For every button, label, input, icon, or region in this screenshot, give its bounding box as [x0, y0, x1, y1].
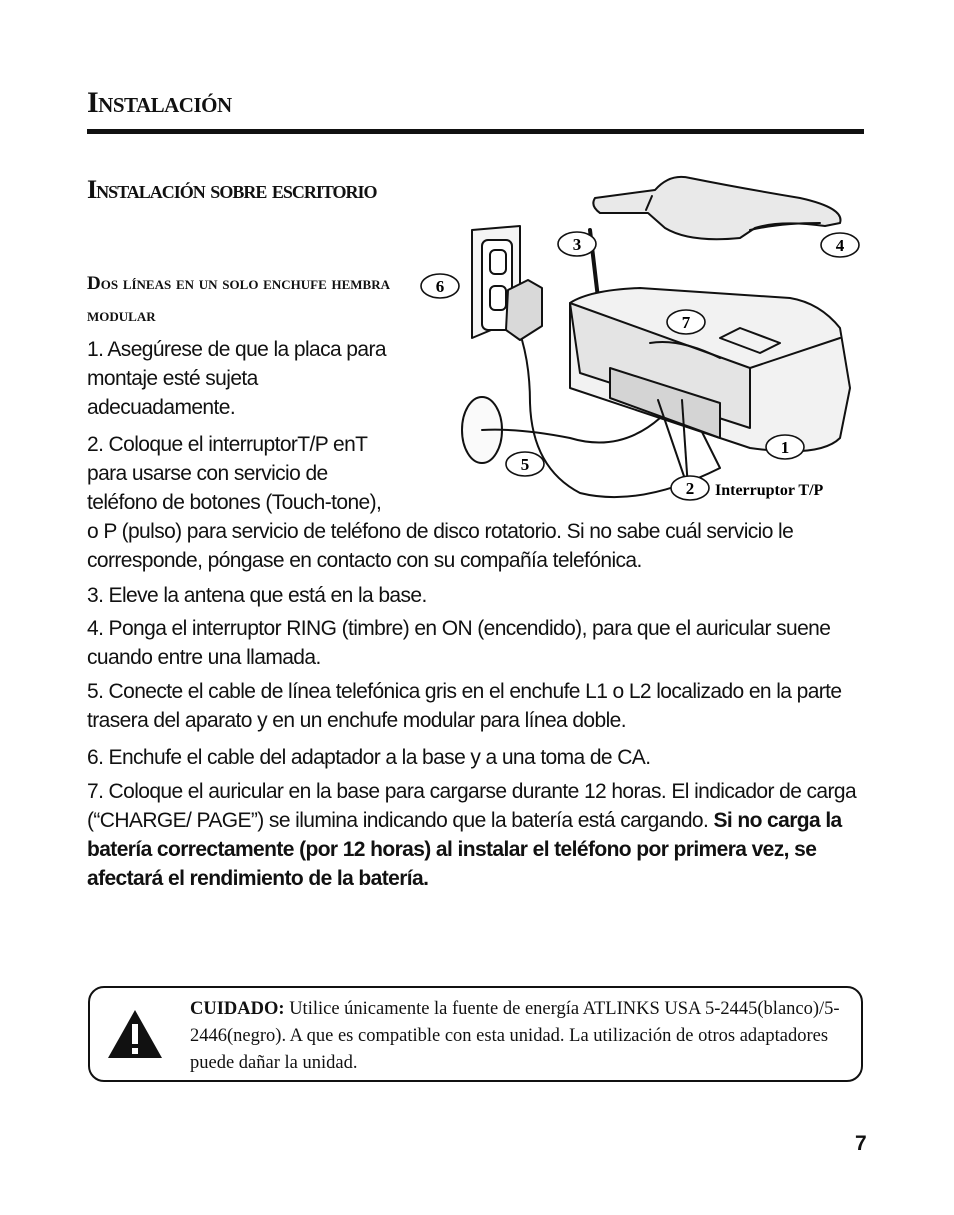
section-title: Instalación sobre escritorio — [87, 175, 377, 204]
step-4-text: 4. Ponga el interruptor RING (timbre) en ON (encendido), para que el auricular suene cuando entre una llamada. — [87, 617, 831, 669]
svg-text:2: 2 — [685, 479, 695, 498]
step-6 — [87, 743, 857, 772]
callout-2 — [671, 476, 709, 500]
page-number: 7 — [855, 1132, 867, 1155]
step-1 — [87, 335, 387, 422]
caution-body: Utilice únicamente la fuente de energía ATLINKS USA 5-2445(blanco)/5-2446(negro). A que es compatible con esta unidad. La utilización de otros adaptadores puede dañar la unidad. — [190, 999, 840, 1073]
step-6-text: 6. Enchufe el cable del adaptador a la base y a una toma de CA. — [87, 746, 651, 769]
switch-label: Interruptor T/P — [715, 482, 824, 499]
caution-label: CUIDADO: — [190, 999, 285, 1019]
step-4 — [87, 614, 857, 672]
step-7-text: 7. Coloque el auricular en la base para cargarse durante 12 horas. El indicador de carga (“CHARGE/ PAGE”) se ilumina indicando que la batería está cargando. — [87, 780, 857, 832]
svg-text:4: 4 — [835, 236, 845, 255]
callout-5 — [506, 452, 544, 476]
callout-6 — [421, 274, 459, 298]
callout-1 — [766, 435, 804, 459]
caution-box — [88, 986, 863, 1082]
page-title: Instalación — [87, 86, 232, 119]
svg-text:7: 7 — [681, 313, 691, 332]
svg-text:3: 3 — [572, 235, 582, 254]
caution-text — [190, 996, 850, 1077]
svg-text:5: 5 — [520, 455, 530, 474]
svg-text:6: 6 — [435, 277, 445, 296]
step-5 — [87, 677, 857, 735]
installation-diagram — [420, 168, 865, 508]
step-7 — [87, 777, 862, 893]
svg-text:1: 1 — [780, 438, 790, 457]
callout-7 — [667, 310, 705, 334]
step-5-text: 5. Conecte el cable de línea telefónica gris en el enchufe L1 o L2 localizado en la parte trasera del aparato y en un enchufe modular para línea doble. — [87, 680, 842, 732]
callout-3 — [558, 232, 596, 256]
step-7-bold-text: Si no carga la batería correctamente (por 12 horas) al instalar el teléfono por primera vez, se afectará el rendimiento de la batería. — [87, 809, 842, 890]
step-2-text: 2. Coloque el interruptorT/P enT para usarse con servicio de teléfono de botones (Touch-tone), o P (pulso) para servicio de teléfono de disco rotatorio. Si no sabe cuál servicio le corresponde, póngase en contacto con su compañía telefónica. — [87, 433, 794, 572]
handset-illustration — [593, 177, 840, 239]
warning-triangle-icon — [106, 1008, 164, 1060]
subsection-title: Dos líneas en un solo enchufe hembra modular — [87, 273, 390, 326]
step-3 — [87, 581, 857, 610]
title-rule — [87, 129, 864, 134]
power-adapter — [506, 280, 542, 340]
step-3-text: 3. Eleve la antena que está en la base. — [87, 584, 427, 607]
callout-4 — [821, 233, 859, 257]
step-1-text: 1. Asegúrese de que la placa para montaje esté sujeta adecuadamente. — [87, 338, 386, 419]
